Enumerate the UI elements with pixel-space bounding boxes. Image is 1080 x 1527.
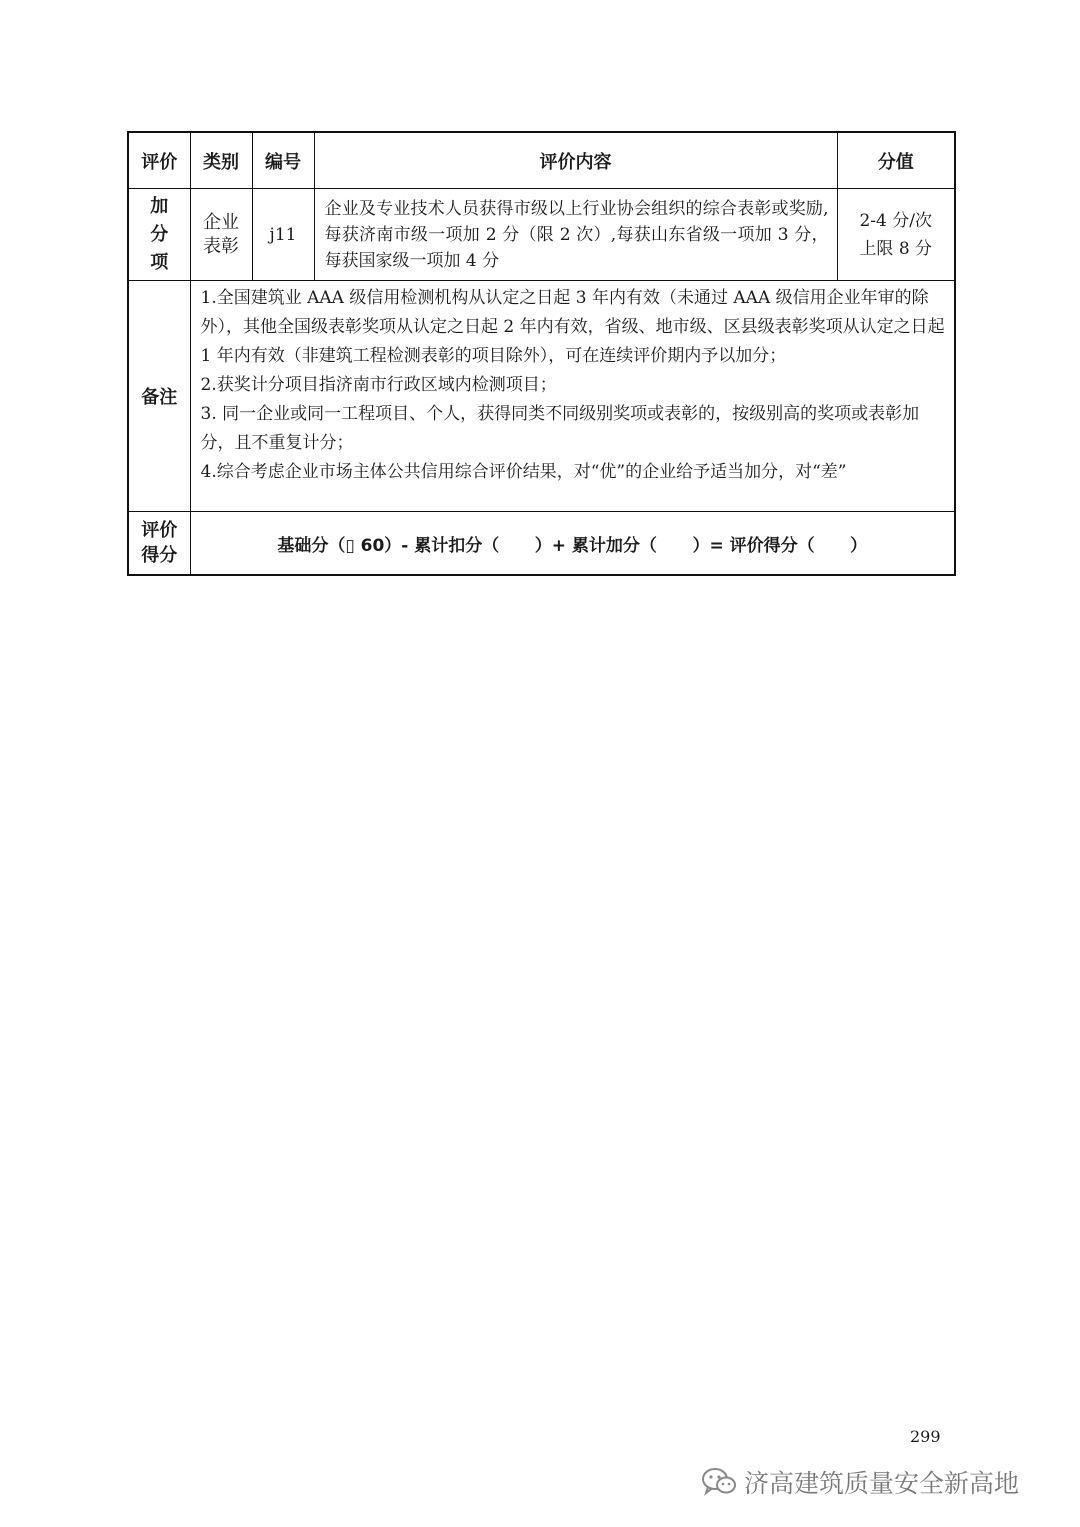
note-item: 2.获奖计分项目指济南市行政区域内检测项目； bbox=[200, 375, 557, 395]
note-item: 1.全国建筑业 AAA 级信用检测机构从认定之日起 3 年内有效（未通过 AAA 级信用企业年审的除外），其他全国级表彰奖项从认定之日起 2 年内有效，省级、地市级、区县级表彰奖项从认定之日起 1 年内有效（非建筑工程检测表彰的项目除外），可在连续评价期内予以加分； bbox=[200, 288, 945, 366]
final-score-label-line: 评价 bbox=[141, 520, 178, 541]
category-line: 表彰 bbox=[203, 235, 239, 257]
header-code: 编号 bbox=[252, 132, 314, 189]
watermark-text: 济高建筑质量安全新高地 bbox=[744, 1469, 1020, 1498]
final-score-row bbox=[128, 512, 955, 576]
wechat-icon bbox=[700, 1466, 738, 1498]
final-score-label-line: 得分 bbox=[141, 545, 178, 566]
note-item: 3. 同一企业或同一工程项目、个人，获得同类不同级别奖项或表彰的，按级别高的奖项或表彰加分，且不重复计分； bbox=[200, 404, 920, 453]
category-cell bbox=[190, 189, 252, 281]
header-evaluation: 评价 bbox=[128, 132, 190, 189]
header-score: 分值 bbox=[837, 132, 955, 189]
bonus-label-char: 分 bbox=[150, 223, 169, 245]
final-score-label bbox=[128, 512, 190, 576]
score-cell bbox=[837, 189, 955, 281]
notes-label: 备注 bbox=[128, 281, 190, 512]
watermark bbox=[700, 1462, 1060, 1502]
code-cell: j11 bbox=[252, 189, 314, 281]
page-number: 299 bbox=[910, 1427, 941, 1446]
score-line: 2-4 分/次 bbox=[859, 210, 932, 231]
notes-cell bbox=[190, 281, 955, 512]
notes-row bbox=[128, 281, 955, 512]
note-item: 4.综合考虑企业市场主体公共信用综合评价结果，对“优”的企业给予适当加分，对“差” bbox=[200, 462, 847, 482]
bonus-label-char: 加 bbox=[150, 195, 169, 217]
header-content: 评价内容 bbox=[314, 132, 837, 189]
table-header-row bbox=[128, 132, 955, 189]
bonus-label-cell bbox=[128, 189, 190, 281]
header-category: 类别 bbox=[190, 132, 252, 189]
bonus-label-char: 项 bbox=[150, 251, 169, 273]
score-line: 上限 8 分 bbox=[859, 238, 933, 259]
content-cell: 企业及专业技术人员获得市级以上行业协会组织的综合表彰或奖励,每获济南市级一项加 2 分（限 2 次）,每获山东省级一项加 3 分，每获国家级一项加 4 分 bbox=[314, 189, 837, 281]
bonus-row bbox=[128, 189, 955, 281]
score-formula: 基础分（▯ 60）- 累计扣分（ ）+ 累计加分（ ）= 评价得分（ ） bbox=[190, 512, 955, 576]
category-line: 企业 bbox=[203, 211, 239, 233]
evaluation-table bbox=[127, 131, 956, 576]
